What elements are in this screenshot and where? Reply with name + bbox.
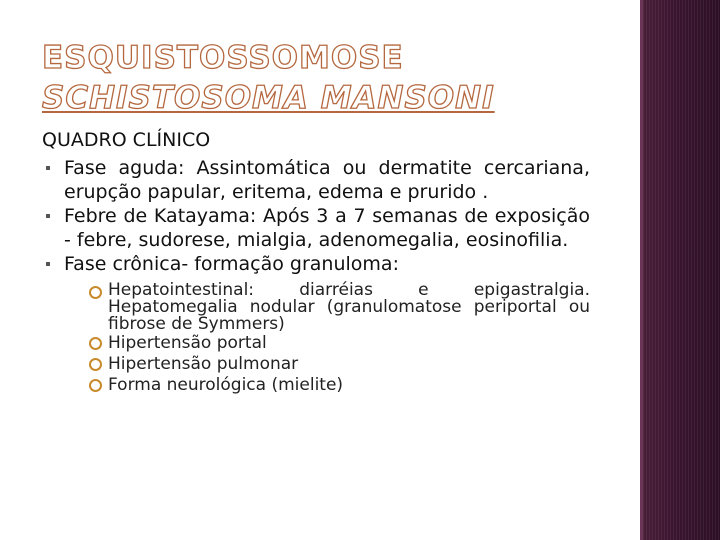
sub-bullet-text: Hipertensão pulmonar [108, 354, 299, 374]
sub-bullet-item [86, 354, 590, 375]
square-bullet-icon [46, 262, 50, 266]
square-bullet-icon [46, 166, 50, 170]
bullet-item [42, 204, 590, 252]
decorative-side-band [640, 0, 720, 540]
sub-bullet-item [86, 375, 590, 396]
bullet-text: Fase aguda: Assintomática ou dermatite cercariana, erupção papular, eritema, edema e prurido . [64, 157, 590, 203]
ring-bullet-icon [89, 337, 102, 350]
square-bullet-icon [46, 214, 50, 218]
slide-subtitle: SCHISTOSOMA MANSONI [42, 80, 495, 116]
bullet-text: Fase crônica- formação granuloma: [64, 253, 399, 275]
sub-bullet-item [86, 333, 590, 354]
sub-bullet-text: Forma neurológica (mielite) [108, 375, 344, 395]
bullet-text: Febre de Katayama: Após 3 a 7 semanas de exposição - febre, sudorese, mialgia, adenomegalia, eosinofilia. [64, 205, 590, 251]
slide-body [42, 128, 590, 396]
slide-title: ESQUISTOSSOMOSE [42, 40, 404, 76]
sub-bullet-text: Hipertensão portal [108, 333, 267, 353]
bullet-list [42, 156, 590, 396]
ring-bullet-icon [89, 379, 102, 392]
section-heading: QUADRO CLÍNICO [42, 129, 211, 151]
bullet-item [42, 252, 590, 396]
sub-bullet-list [64, 282, 590, 396]
sub-bullet-item [86, 282, 590, 333]
ring-bullet-icon [89, 358, 102, 371]
bullet-item [42, 156, 590, 204]
sub-bullet-text: Hepatointestinal: diarréias e epigastralgia. Hepatomegalia nodular (granulomatose periportal ou fibrose de Symmers) [108, 280, 590, 334]
ring-bullet-icon [89, 286, 102, 299]
